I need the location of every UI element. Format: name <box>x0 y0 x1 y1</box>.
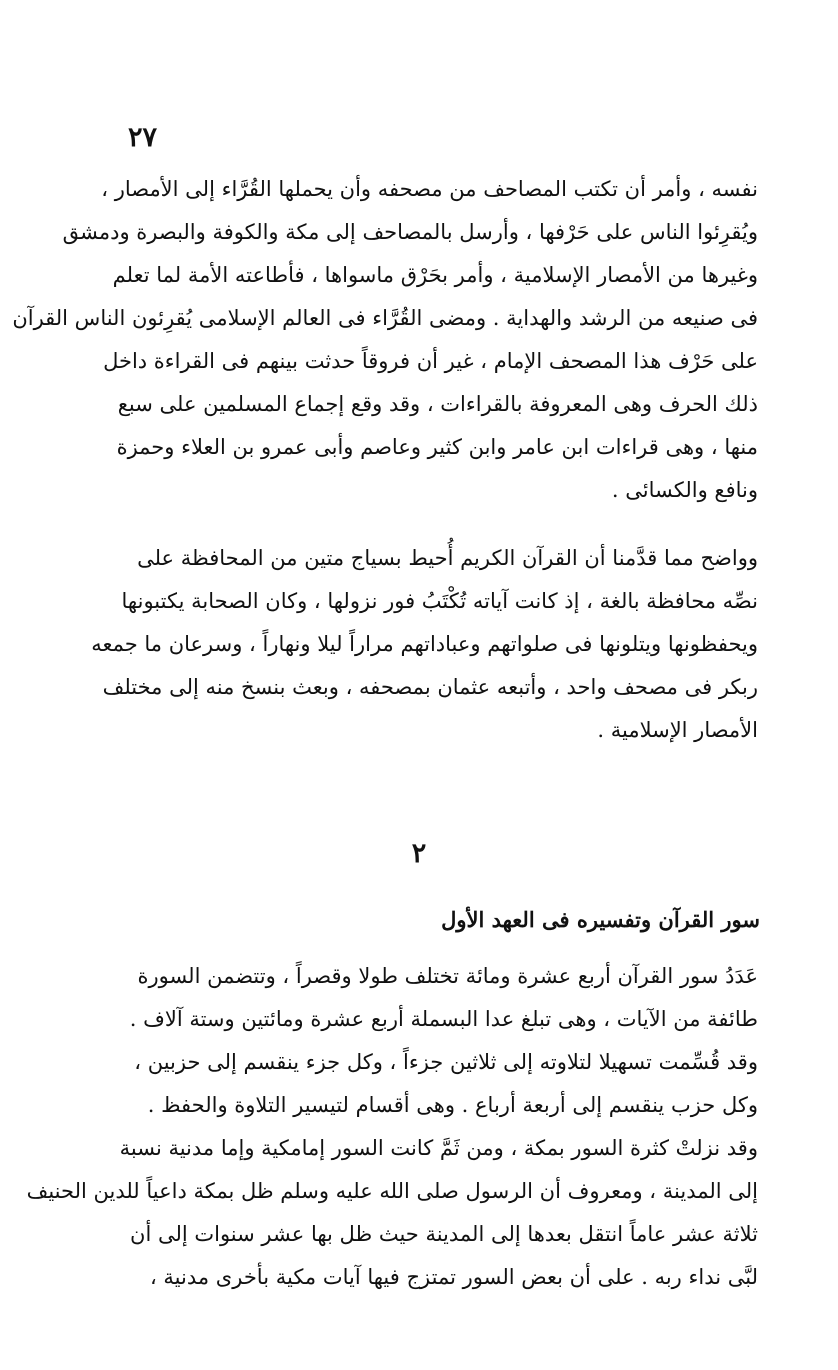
text-line: عَدَدُ سور القرآن أربع عشرة ومائة تختلف طولا وقصراً ، وتتضمن السورة <box>137 964 758 988</box>
paragraph-2 <box>91 537 758 752</box>
paragraph-3 <box>26 955 758 1299</box>
text-line: وكل حزب ينقسم إلى أربعة أرباع . وهى أقسام لتيسير التلاوة والحفظ . <box>147 1093 758 1117</box>
text-line: على حَرْف هذا المصحف الإمام ، غير أن فروقاً حدثت بينهم فى القراءة داخل <box>103 349 758 373</box>
text-line: ربكر فى مصحف واحد ، وأتبعه عثمان بمصحفه ، وبعث بنسخ منه إلى مختلف <box>102 675 758 699</box>
text-line: الأمصار الإسلامية . <box>597 718 758 742</box>
text-line: لبَّى نداء ربه . على أن بعض السور تمتزج فيها آيات مكية بأخرى مدنية ، <box>149 1265 758 1289</box>
text-line: وقد قُسِّمت تسهيلا لتلاوته إلى ثلاثين جزءاً ، وكل جزء ينقسم إلى حزبين ، <box>134 1050 758 1074</box>
text-line: إلى المدينة ، ومعروف أن الرسول صلى الله عليه وسلم ظل بمكة داعياً للدين الحنيف <box>26 1179 758 1203</box>
text-line: منها ، وهى قراءات ابن عامر وابن كثير وعاصم وأبى عمرو بن العلاء وحمزة <box>116 435 758 459</box>
text-line: ويحفظونها ويتلونها فى صلواتهم وعباداتهم مراراً ليلا ونهاراً ، وسرعان ما جمعه <box>91 632 758 656</box>
text-line: ذلك الحرف وهى المعروفة بالقراءات ، وقد وقع إجماع المسلمين على سبع <box>117 392 758 416</box>
page-number: ٢٧ <box>128 122 158 153</box>
text-line: فى صنيعه من الرشد والهداية . ومضى القُرَّاء فى العالم الإسلامى يُقرِئون الناس القرآن <box>12 306 758 330</box>
paragraph-1 <box>12 168 758 512</box>
text-line: نفسه ، وأمر أن تكتب المصاحف من مصحفه وأن يحملها القُرَّاء إلى الأمصار ، <box>101 177 758 201</box>
text-line: ثلاثة عشر عاماً انتقل بعدها إلى المدينة حيث ظل بها عشر سنوات إلى أن <box>130 1222 758 1246</box>
text-line: نصِّه محافظة بالغة ، إذ كانت آياته تُكْتَبُ فور نزولها ، وكان الصحابة يكتبونها <box>121 589 758 613</box>
text-line: ونافع والكسائى . <box>611 478 758 502</box>
text-line: وقد نزلتْ كثرة السور بمكة ، ومن ثَمَّ كانت السور إمامكية وإما مدنية نسبة <box>119 1136 758 1160</box>
section-number: ٢ <box>411 838 427 869</box>
text-line: طائفة من الآيات ، وهى تبلغ عدا البسملة أربع عشرة ومائتين وستة آلاف . <box>129 1007 758 1031</box>
text-line: ويُقرِئوا الناس على حَرْفها ، وأرسل بالمصاحف إلى مكة والكوفة والبصرة ودمشق <box>62 220 758 244</box>
text-line: وغيرها من الأمصار الإسلامية ، وأمر بحَرْق ماسواها ، فأطاعته الأمة لما تعلم <box>112 263 758 287</box>
text-line: وواضح مما قدَّمنا أن القرآن الكريم أُحيط بسياج متين من المحافظة على <box>137 546 758 570</box>
section-heading: سور القرآن وتفسيره فى العهد الأول <box>441 907 760 932</box>
